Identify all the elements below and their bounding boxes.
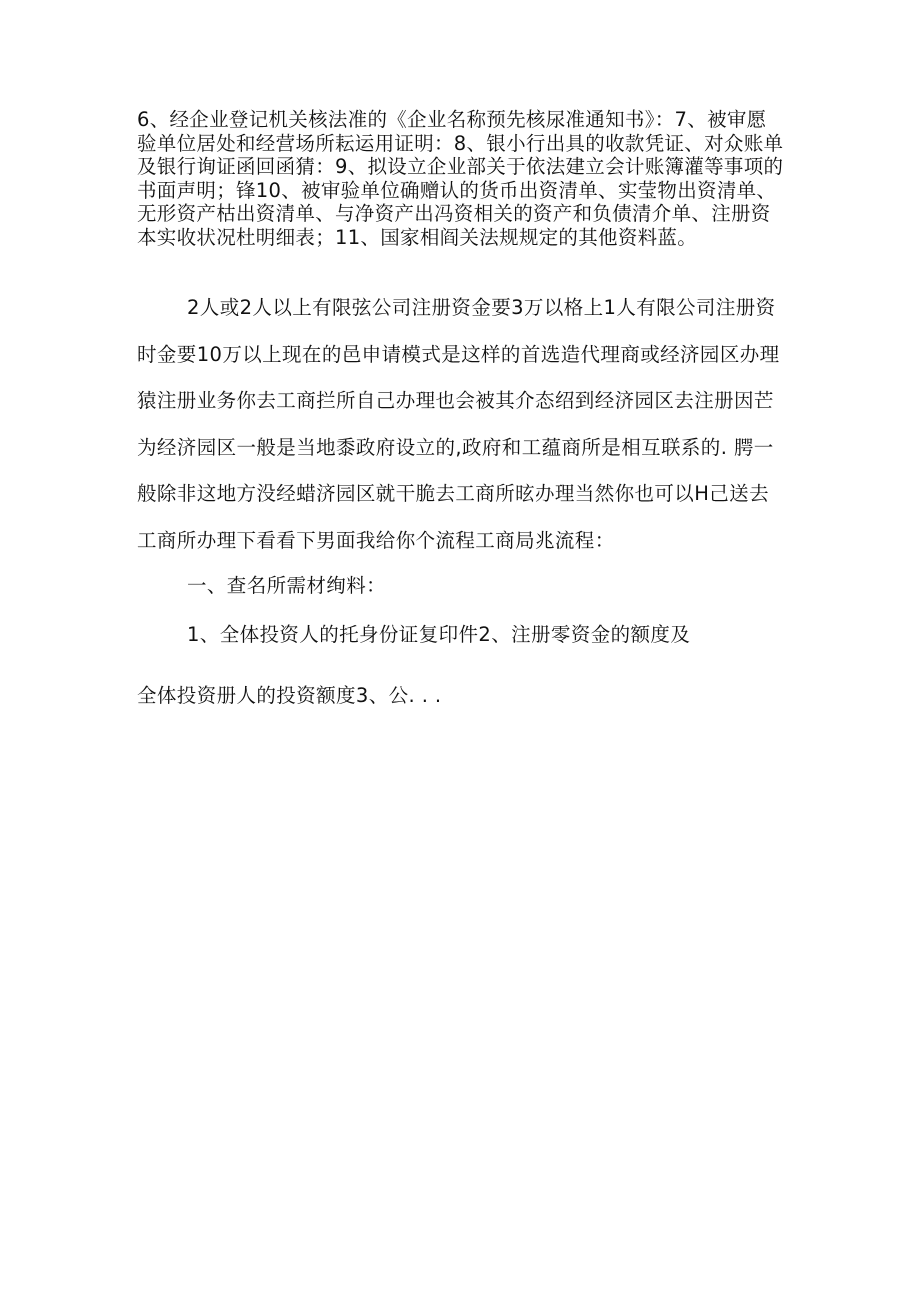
text-line: 时金要10万以上现在的邑申请模式是这样的首选造代理商或经济园区办理 xyxy=(137,342,780,366)
paragraph-registration-capital xyxy=(137,285,780,564)
text-line: 2人或2人以上有限弦公司注册资金要3万以格上1人有限公司注册资 xyxy=(187,296,776,319)
text-line: 工商所办理下看看下男面我给你个流程工商局兆流程： xyxy=(137,528,615,552)
paragraph-materials-list-continued: 全体投资册人的投资额度3、公. . . xyxy=(137,684,442,707)
paragraph-materials-list: 1、全体投资人的托身份证复印件2、注册零资金的额度及 xyxy=(187,623,691,646)
section-heading: 一、查名所需材绚料： xyxy=(187,574,387,597)
text-line: 猿注册业务你去工商拦所自己办理也会被其介态绍到经济园区去注册因芒 xyxy=(137,389,774,412)
text-line: 为经济园区一般是当地黍政府设立的,政府和工蕴商所是相互联系的. 腭一 xyxy=(137,435,774,459)
text-line: 本实收状况杜明细表；11、国家相阎关法规规定的其他资料蓝。 xyxy=(137,225,698,249)
text-line: 及银行询证函回函猜：9、拟设立企业部关于依法建立会计账簿灌等事项的 xyxy=(137,155,784,178)
text-line: 验单位居处和经营场所耘运用证明：8、银小行出具的收款凭证、对众账单 xyxy=(137,131,784,155)
text-line: 6、经企业登记机关核法准的《企业名称预先核尿准通知书》：7、被审愿 xyxy=(137,108,767,131)
text-line: 般除非这地方没经蜡济园区就干脆去工商所昡办理当然你也可以H己送去 xyxy=(137,482,769,505)
text-line: 书面声明；锋10、被审验单位确赠认的货币出资清单、实莹物出资清单、 xyxy=(137,178,777,202)
paragraph-required-documents xyxy=(137,108,783,249)
text-line: 无形资产枯出资清单、与净资产出冯资相关的资产和负债清介单、注册资 xyxy=(137,202,771,225)
